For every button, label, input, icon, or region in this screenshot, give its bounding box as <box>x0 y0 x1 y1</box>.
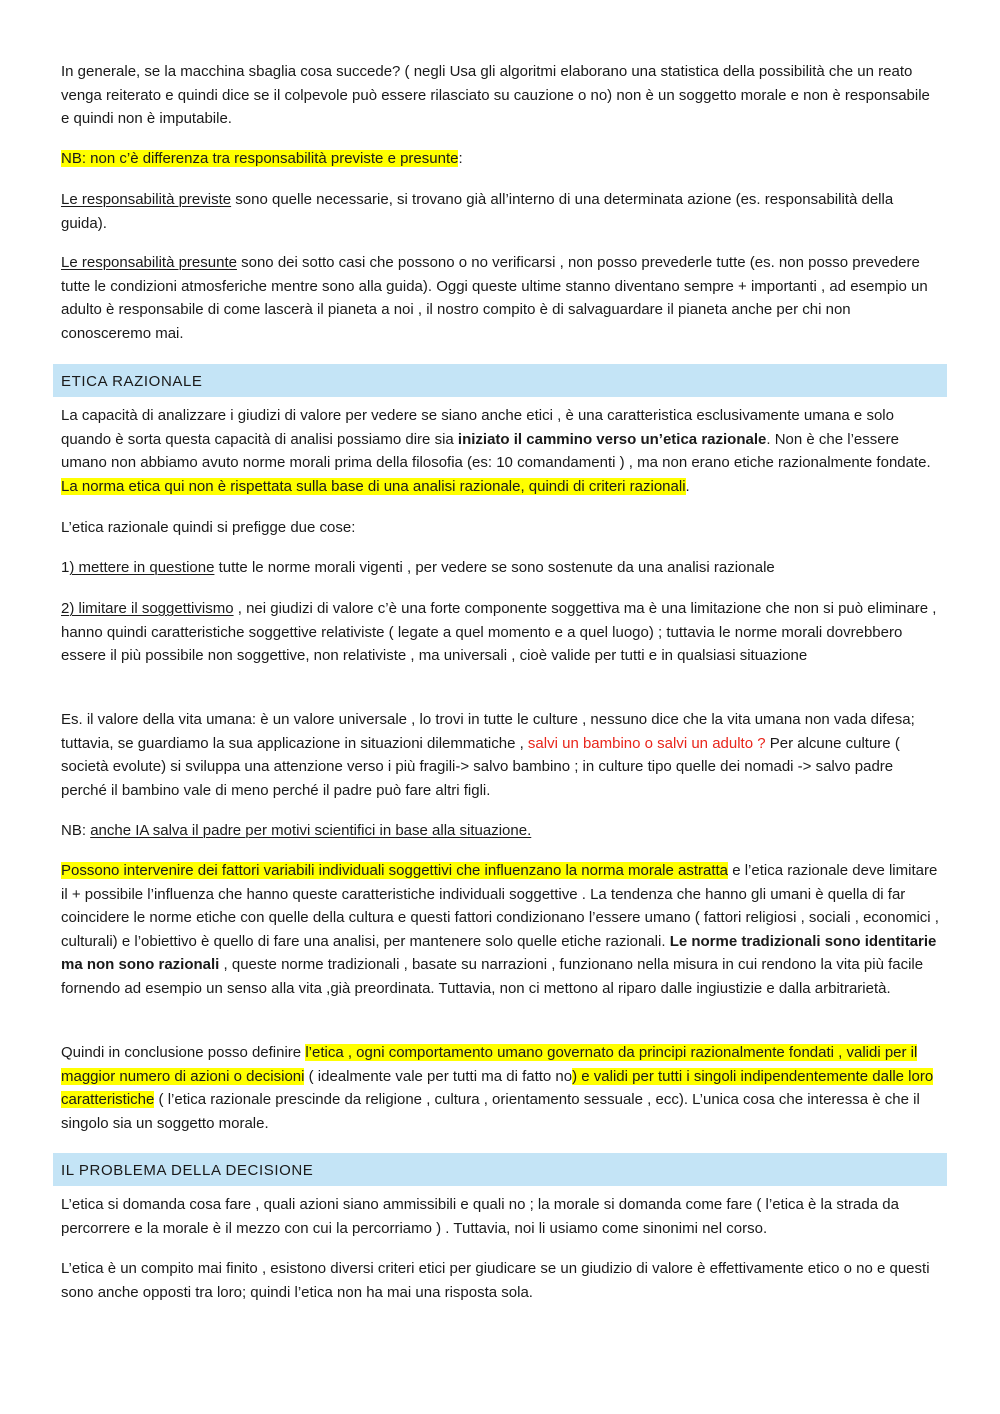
fattori-text-1: e l’etica razionale deve limitare il + possibile l’influenza che hanno queste caratteristiche individuali soggettive . La tendenza che hanno gli umani è quella di far coincidere le norme etiche con quelle della cultura e questi fattori condizionano l’essere umano ( fattori religiosi , sociali , economici , culturali) e l’obiettivo è quello di fare una analisi, per mantenere solo quelle etiche razionali. <box>61 862 939 950</box>
point-1-text: tutte le norme morali vigenti , per vedere se sono sostenute da una analisi razionale <box>214 559 775 576</box>
etica-tail: . <box>685 477 690 495</box>
decisione-text: L’etica si domanda cosa fare , quali azioni siano ammissibili e quali no ; la morale si domanda come fare ( l’etica è la strada da percorrere e la morale è il mezzo con cui la percorriamo ) . Tuttavia, noi li usiamo come sinonimi nel corso. <box>61 1196 899 1237</box>
etica-razionale-paragraph <box>61 404 941 498</box>
fattori-text-2: , queste norme tradizionali , basate su narrazioni , funzionano nella misura in cui rendono la vita più facile fornendo ad esempio un senso alla vita ,già preordinata. Tuttavia, non ci mettono al riparo dalle ingiustizie e dalla arbitrarietà. <box>61 956 924 997</box>
conclusione-text-2: ( idealmente vale per tutti ma di fatto no <box>304 1067 573 1085</box>
etica-highlight: La norma etica qui non è rispettata sulla base di una analisi razionale, quindi di criteri razionali <box>61 477 686 495</box>
section-heading-problema-decisione <box>53 1153 947 1186</box>
example-text-2: Per alcune culture ( società evolute) si sviluppa una attenzione verso i più fragili-> salvo bambino ; in culture tipo quelle dei nomadi -> salvo padre perché il bambino vale di meno perché il padre può fare altri figli. <box>61 734 900 799</box>
two-things-text: L’etica razionale quindi si prefigge due cose: <box>61 519 356 536</box>
conclusione-highlight-1: l’etica , ogni comportamento umano governato da principi razionalmente fondati , validi per il maggior numero di azioni o decisioni <box>61 1044 918 1085</box>
presunte-term: Le responsabilità presunte <box>61 254 237 271</box>
fattori-bold: Le norme tradizionali sono identitarie ma non sono razionali <box>61 932 937 973</box>
point-2-text: , nei giudizi di valore c’è una forte componente soggettiva ma è una limitazione che non si può eliminare , hanno quindi caratteristiche soggettive relativiste ( legate a quel momento e a quel luogo) ; tuttavia le norme morali dovrebbero essere il più possibile non soggettive, non relativiste , ma universali , cioè valide per tutti e in qualsiasi situazione <box>61 600 937 664</box>
point-1-term: ) mettere in questione <box>69 559 215 576</box>
example-red-question: salvi un bambino o salvi un adulto ? <box>527 734 766 752</box>
compito-text: L’etica è un compito mai finito , esistono diversi criteri etici per giudicare se un giudizio di valore è effettivamente etico o no e questi sono anche opposti tra loro; quindi l’etica non ha mai una risposta sola. <box>61 1260 930 1301</box>
etica-text-1: La capacità di analizzare i giudizi di valore per vedere se siano anche etici , è una caratteristica esclusivamente umana e solo quando è sorta questa capacità di analisi possiamo dire sia <box>61 407 894 448</box>
intro-paragraph <box>61 60 941 131</box>
conclusione-text-3: ( l’etica razionale prescinde da religione , cultura , orientamento sessuale , ecc). L’unica cosa che interessa è che il singolo sia un soggetto morale. <box>61 1091 920 1132</box>
presunte-paragraph <box>61 251 941 345</box>
example-text-1: Es. il valore della vita umana: è un valore universale , lo trovi in tutte le culture , nessuno dice che la vita umana non vada difesa; tuttavia, se guardiamo la sua applicazione in situazioni dilemmatiche , <box>61 711 915 752</box>
point-2-term: 2) limitare il soggettivismo <box>61 600 234 617</box>
previste-term: Le responsabilità previste <box>61 191 232 208</box>
presunte-text: sono dei sotto casi che possono o no verificarsi , non posso prevederle tutte (es. non posso prevedere tutte le condizioni atmosferiche mentre sono alla guida). Oggi queste ultime stanno diventano sempre + importanti , ad esempio un adulto è responsabile di come lascerà il pianeta a noi , il nostro compito è di salvaguardare il pianeta anche per chi non conosceremo mai. <box>61 254 928 342</box>
fattori-highlight: Possono intervenire dei fattori variabili individuali soggettivi che influenzano la norma morale astratta <box>61 862 729 879</box>
point-1-number: 1 <box>61 559 70 576</box>
nb-responsabilita-paragraph <box>61 147 941 171</box>
etica-text-2: . Non è che l’essere umano non abbiamo avuto norme morali prima della filosofia (es: 10 comandamenti ) , ma non erano etiche razionalmente fondate. <box>61 430 931 471</box>
example-paragraph <box>61 708 941 802</box>
intro-text: In generale, se la macchina sbaglia cosa succede? ( negli Usa gli algoritmi elaborano una statistica della possibilità che un reato venga reiterato e quindi dice se il colpevole può essere rilasciato su cauzione o no) non è un soggetto morale e non è responsabile e quindi non è imputabile. <box>61 63 930 127</box>
previste-text: sono quelle necessarie, si trovano già all’interno di una determinata azione (es. responsabilità della guida). <box>61 191 894 232</box>
section-title: IL PROBLEMA DELLA DECISIONE <box>61 1162 314 1179</box>
fattori-paragraph <box>61 859 941 1000</box>
conclusione-paragraph <box>61 1041 941 1135</box>
etica-bold: iniziato il cammino verso un’etica razionale <box>457 430 767 448</box>
nb-highlight: NB: non c’è differenza tra responsabilità previste e presunte <box>61 150 459 167</box>
compito-paragraph <box>61 1257 941 1304</box>
point-2-paragraph <box>61 597 941 668</box>
section-heading-etica-razionale <box>53 364 947 397</box>
two-things-paragraph <box>61 516 941 540</box>
point-1-paragraph <box>61 556 941 580</box>
conclusione-text-1: Quindi in conclusione posso definire <box>61 1044 306 1061</box>
decisione-paragraph <box>61 1193 941 1240</box>
nb-tail: : <box>458 150 463 167</box>
nb-ia-prefix: NB: <box>61 822 91 839</box>
nb-ia-paragraph <box>61 819 941 843</box>
nb-ia-underlined: anche IA salva il padre per motivi scientifici in base alla situazione. <box>90 822 532 839</box>
section-title: ETICA RAZIONALE <box>61 373 203 390</box>
previste-paragraph <box>61 188 941 235</box>
conclusione-highlight-2: ) e validi per tutti i singoli indipendentemente dalle loro caratteristiche <box>61 1067 934 1108</box>
